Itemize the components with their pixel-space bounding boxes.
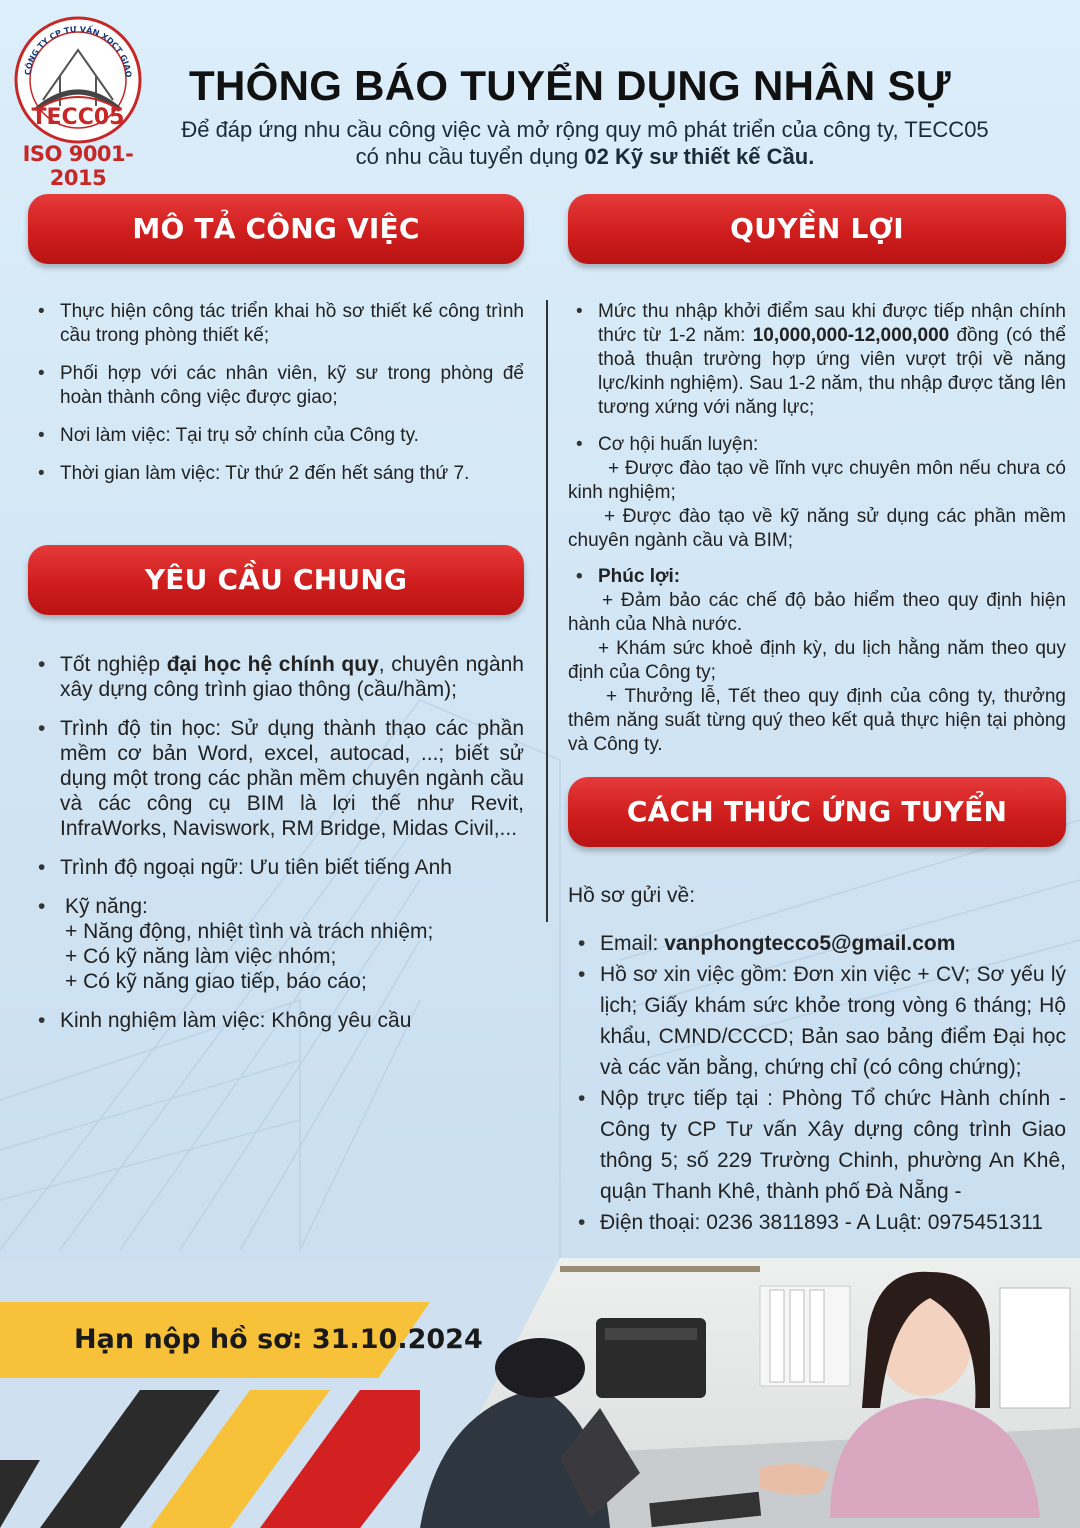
list-item xyxy=(568,300,1066,420)
skills-label: • Kỹ năng: xyxy=(65,895,148,918)
subtitle-prefix: có nhu cầu tuyển dụng xyxy=(355,144,585,169)
welfare-label: • Phúc lợi: xyxy=(568,565,1066,589)
list-item xyxy=(30,652,524,702)
subtitle-line-2 xyxy=(150,143,1020,170)
list-item: • Thời gian làm việc: Từ thứ 2 đến hết sáng thứ 7. xyxy=(30,462,524,486)
skill-item: + Năng động, nhiệt tình và trách nhiệm; xyxy=(65,920,434,943)
list-item: • Kinh nghiệm làm việc: Không yêu cầu xyxy=(30,1008,524,1033)
list-item: • Điện thoại: 0236 3811893 - A Luật: 0975451311 xyxy=(570,1207,1066,1238)
training-label: • Cơ hội huấn luyện: xyxy=(568,433,1066,457)
benefits-welfare-list xyxy=(568,565,1066,589)
income-text: đồng (có thể thoả thuận trường hợp ứng viên vượt trội về năng lực/kinh nghiệm). Sau 1-2 năm, thu nhập được tăng lên tương xứng với năng lực; xyxy=(598,325,1066,418)
apply-heading: CÁCH THỨC ỨNG TUYỂN xyxy=(568,777,1066,847)
requirements-heading: YÊU CẦU CHUNG xyxy=(28,545,524,615)
benefits-training-list xyxy=(568,433,1066,457)
benefits-income-list xyxy=(568,300,1066,420)
apply-list xyxy=(570,928,1066,1238)
training-item xyxy=(568,505,1066,553)
income-text: Mức thu nhập khởi điểm sau khi được tiếp nhận chính thức từ 1-2 năm: xyxy=(598,301,1066,346)
decorative-stripes xyxy=(0,1380,420,1528)
list-item xyxy=(30,894,524,994)
requirement-degree: đại học hệ chính quy xyxy=(166,653,379,676)
page-title: THÔNG BÁO TUYỂN DỤNG NHÂN SỰ xyxy=(189,62,951,109)
benefits-heading: QUYỀN LỢI xyxy=(568,194,1066,264)
list-item: • Trình độ tin học: Sử dụng thành thạo các phần mềm cơ bản Word, excel, autocad, ...; biết sử dụng một trong các phần mềm chuyên ngành cầu và các công cụ BIM là lợi thế như Revit, InfraWorks, Naviswork, RM Bridge, Midas Civil,... xyxy=(30,716,524,841)
skill-item: + Có kỹ năng làm việc nhóm; xyxy=(65,945,337,968)
iso-certification: ISO 9001-2015 xyxy=(22,142,134,190)
column-divider xyxy=(546,300,548,922)
apply-lead: Hồ sơ gửi về: xyxy=(568,884,696,907)
welfare-details xyxy=(568,589,1066,757)
logo-brand-text: TECC05 xyxy=(31,105,125,130)
list-item: • Phối hợp với các nhân viên, kỹ sư trong phòng để hoàn thành công việc được giao; xyxy=(30,362,524,410)
list-item: • Nơi làm việc: Tại trụ sở chính của Công ty. xyxy=(30,424,524,448)
list-item: • Hồ sơ xin việc gồm: Đơn xin việc + CV; Sơ yếu lý lịch; Giấy khám sức khỏe trong vòng 6 tháng; Hộ khẩu, CMND/CCCD; Bản sao bảng điểm Đại học và các văn bằng, chứng chỉ (có công chứng); xyxy=(570,959,1066,1083)
list-item: • Trình độ ngoại ngữ: Ưu tiên biết tiếng Anh xyxy=(30,855,524,880)
requirements-list xyxy=(30,652,524,1047)
welfare-item xyxy=(568,685,1066,757)
training-item-text: + Được đào tạo về kỹ năng sử dụng các phần mềm chuyên ngành cầu và BIM; xyxy=(568,506,1066,551)
job-description-list xyxy=(30,300,524,500)
logo-ring-text: CÔNG TY CP TƯ VẤN XDCT GIAO xyxy=(23,24,134,79)
welfare-item xyxy=(568,589,1066,637)
list-item xyxy=(570,928,1066,959)
welfare-item-text: + Thưởng lễ, Tết theo quy định của công ty, thưởng thêm năng suất từng quý theo kết quả thực hiện tại phòng và Công ty. xyxy=(568,686,1066,755)
training-item xyxy=(568,457,1066,505)
welfare-item-text: + Khám sức khoẻ định kỳ, du lịch hằng năm theo quy định của Công ty; xyxy=(568,638,1066,683)
list-item: • Thực hiện công tác triển khai hồ sơ thiết kế công trình cầu trong phòng thiết kế; xyxy=(30,300,524,348)
deadline-text: Hạn nộp hồ sơ: 31.10.2024 xyxy=(74,1324,483,1355)
welfare-item xyxy=(568,637,1066,685)
email-link[interactable]: vanphongtecco5@gmail.com xyxy=(664,932,956,955)
training-item-text: + Được đào tạo về lĩnh vực chuyên môn nếu chưa có kinh nghiệm; xyxy=(568,458,1066,503)
list-item: • Nộp trực tiếp tại : Phòng Tổ chức Hành chính - Công ty CP Tư vấn Xây dựng công trình Giao thông 5; số 229 Trường Chinh, phường An Khê, quận Thanh Khê, thành phố Đà Nẵng - xyxy=(570,1083,1066,1207)
skill-item: + Có kỹ năng giao tiếp, báo cáo; xyxy=(65,970,367,993)
requirement-text: , chuyên ngành xây dựng công trình giao thông (cầu/hầm); xyxy=(60,653,524,701)
training-details xyxy=(568,457,1066,553)
email-label: Email: xyxy=(600,932,665,955)
subtitle-line-1: Để đáp ứng nhu cầu công việc và mở rộng quy mô phát triển của công ty, TECC05 xyxy=(181,117,989,142)
subtitle-position: 02 Kỹ sư thiết kế Cầu. xyxy=(584,144,815,169)
income-amount: 10,000,000-12,000,000 xyxy=(752,325,950,346)
requirement-text: Tốt nghiệp xyxy=(60,653,167,676)
job-description-heading: MÔ TẢ CÔNG VIỆC xyxy=(28,194,524,264)
page-subtitle xyxy=(150,116,1020,170)
welfare-item-text: + Đảm bảo các chế độ bảo hiểm theo quy định hiện hành của Nhà nước. xyxy=(568,590,1066,635)
